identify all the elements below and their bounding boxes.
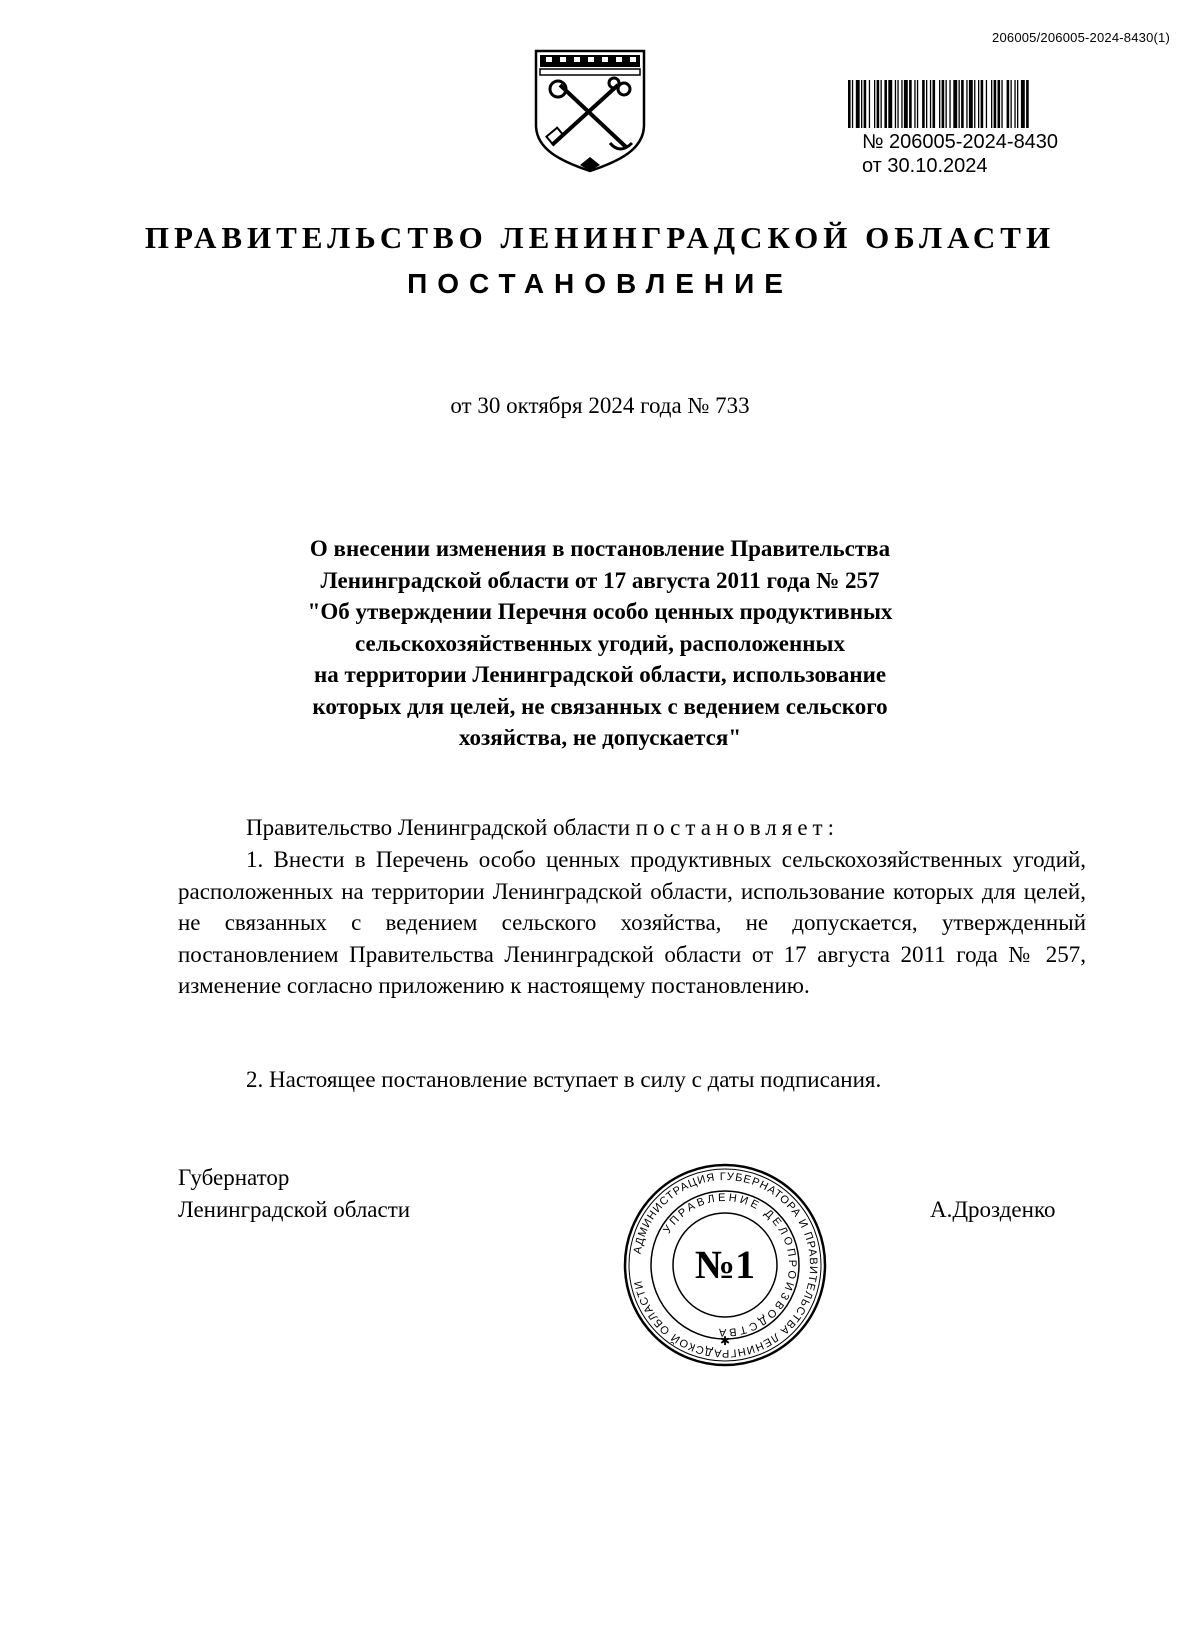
barcode-bar bbox=[953, 80, 957, 128]
stamp-center-text: №1 bbox=[694, 1242, 756, 1287]
barcode-bar bbox=[914, 80, 915, 128]
barcode-bar bbox=[930, 80, 931, 128]
barcode-bar bbox=[895, 80, 896, 128]
document-date-number: от 30 октября 2024 года № 733 bbox=[450, 393, 750, 418]
signatory-name: А.Дрозденко bbox=[930, 1197, 1056, 1222]
stamp-inner-text: УПРАВЛЕНИЕ ДЕЛОПРОИЗВОДСТВА bbox=[661, 1191, 799, 1339]
barcode-bar bbox=[981, 80, 984, 128]
barcode-bar bbox=[978, 80, 979, 128]
barcode-bar bbox=[904, 80, 908, 128]
document-type: ПОСТАНОВЛЕНИЕ bbox=[407, 268, 793, 299]
subject-line: на территории Ленинградской области, использование bbox=[313, 662, 887, 687]
barcode-bar bbox=[946, 80, 947, 128]
barcode-bar bbox=[922, 80, 925, 128]
barcode-bar bbox=[869, 80, 870, 128]
barcode-bar bbox=[1021, 80, 1025, 128]
barcode-bar bbox=[874, 80, 875, 128]
signatory-position-line: Губернатор bbox=[178, 1165, 290, 1190]
barcode-bar bbox=[942, 80, 945, 128]
barcode-bar bbox=[991, 80, 992, 128]
barcode-bar bbox=[884, 80, 887, 128]
subject-line: Ленинградской области от 17 августа 2011 года № 257 bbox=[320, 567, 880, 593]
barcode-bar bbox=[969, 80, 973, 128]
stamp-outer-text: АДМИНИСТРАЦИЯ ГУБЕРНАТОРА И ПРАВИТЕЛЬСТВА ЛЕНИНГРАДСКОЙ ОБЛАСТИ bbox=[631, 1170, 820, 1360]
barcode-bar bbox=[966, 80, 967, 128]
paragraph-item-2: 2. Настоящее постановление вступает в силу с даты подписания. bbox=[246, 1067, 882, 1092]
subject-line: хозяйства, не допускается" bbox=[458, 725, 742, 750]
official-stamp bbox=[620, 1160, 830, 1370]
signatory-position-line: Ленинградской области bbox=[178, 1196, 411, 1222]
barcode-bar bbox=[949, 80, 950, 128]
barcode-bar bbox=[1026, 80, 1029, 128]
registration-number: № 206005-2024-8430 bbox=[862, 131, 1059, 153]
barcode-bar bbox=[974, 80, 975, 128]
barcode-bar bbox=[848, 80, 851, 128]
coat-of-arms-emblem bbox=[530, 45, 650, 175]
barcode-bar bbox=[852, 80, 853, 128]
document-subject bbox=[200, 533, 1000, 754]
barcode-bar bbox=[909, 80, 912, 128]
document-top-id: 206005/206005-2024-8430(1) bbox=[992, 30, 1170, 45]
barcode-bar bbox=[861, 80, 862, 128]
subject-line: О внесении изменения в постановление Правительства bbox=[309, 536, 891, 561]
subject-line: сельскохозяйственных угодий, расположенных bbox=[355, 630, 845, 656]
stamp-star-icon: ✱ bbox=[719, 1334, 731, 1348]
signatory-position bbox=[178, 1162, 410, 1225]
registration-date: от 30.10.2024 bbox=[862, 155, 988, 177]
subject-line: которых для целей, не связанных с ведением сельского bbox=[312, 693, 888, 719]
barcode-bar bbox=[961, 80, 964, 128]
barcode-bar bbox=[959, 80, 960, 128]
preamble bbox=[246, 812, 839, 844]
barcode-bar bbox=[1011, 80, 1012, 128]
barcode-bar bbox=[917, 80, 918, 128]
barcode-bar bbox=[1007, 80, 1010, 128]
barcode-bar bbox=[901, 80, 902, 128]
preamble-verb: постановляет: bbox=[635, 815, 839, 840]
barcode-bar bbox=[933, 80, 936, 128]
barcode-bar bbox=[856, 80, 860, 128]
barcode-bar bbox=[1017, 80, 1018, 128]
subject-line: "Об утверждении Перечня особо ценных продуктивных bbox=[307, 599, 893, 624]
barcode-bar bbox=[864, 80, 867, 128]
barcode-image bbox=[848, 80, 1110, 128]
barcode-bar bbox=[986, 80, 987, 128]
barcode-bar bbox=[939, 80, 940, 128]
barcode-bar bbox=[888, 80, 892, 128]
barcode-bar bbox=[897, 80, 898, 128]
barcode-bar bbox=[926, 80, 927, 128]
preamble-text: Правительство Ленинградской области bbox=[246, 815, 631, 840]
barcode-bar bbox=[994, 80, 997, 128]
barcode-bar bbox=[998, 80, 1001, 128]
barcode-bar bbox=[1001, 80, 1002, 128]
barcode-bar bbox=[1014, 80, 1015, 128]
organization-title: ПРАВИТЕЛЬСТВО ЛЕНИНГРАДСКОЙ ОБЛАСТИ bbox=[144, 220, 1056, 255]
paragraph-item-1: 1. Внести в Перечень особо ценных продуктивных сельскохозяйственных угодий, расположенных на территории Ленинградской области, использование которых для целей, не связанных с ведением сельского хозяйства, не допускается, утвержденный постановлением Правительства Ленинградской области от 17 августа 2011 года № 257, изменение согласно приложению к настоящему постановлению. bbox=[178, 847, 1086, 998]
barcode-bar bbox=[881, 80, 882, 128]
barcode-bar bbox=[877, 80, 880, 128]
